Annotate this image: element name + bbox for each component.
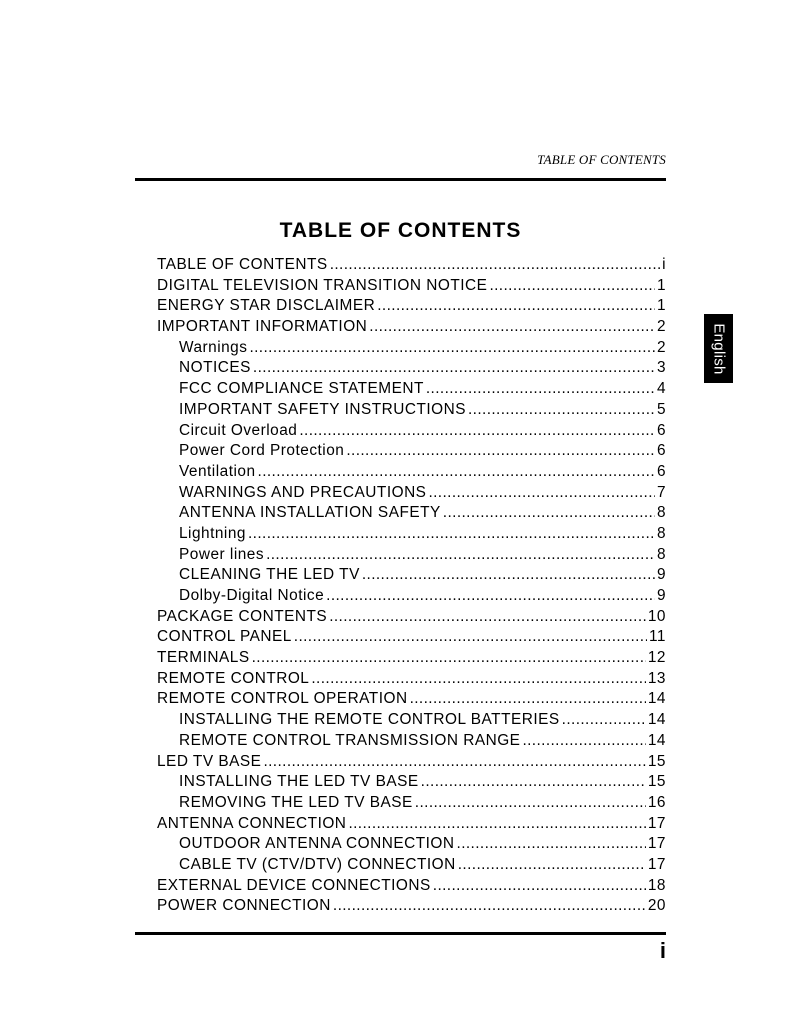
toc-dot-leader [252,649,646,667]
toc-entry-page: 17 [647,814,666,832]
toc-entry[interactable] [157,256,666,277]
toc-entry[interactable] [157,525,666,546]
footer-rule [135,932,666,935]
toc-entry[interactable] [157,835,666,856]
toc-dot-leader [428,484,654,502]
toc-entry-title: CABLE TV (CTV/DTV) CONNECTION [179,855,456,873]
toc-entry-page: 7 [656,483,666,501]
toc-entry[interactable] [157,422,666,443]
toc-entry-title: DIGITAL TELEVISION TRANSITION NOTICE [157,276,488,294]
toc-entry-title: CLEANING THE LED TV [179,566,360,584]
toc-dot-leader [421,773,646,791]
toc-entry-title: OUTDOOR ANTENNA CONNECTION [179,835,455,853]
toc-entry-title: Power lines [179,545,265,563]
toc-dot-leader [258,463,655,481]
toc-entry-title: Lightning [179,524,246,542]
toc-entry-page: 9 [656,587,666,604]
toc-entry-title: FCC COMPLIANCE STATEMENT [179,380,424,398]
toc-entry[interactable] [157,318,666,339]
toc-dot-leader [311,670,646,688]
toc-entry[interactable] [157,442,666,463]
page-number: i [659,938,666,963]
toc-entry-page: 6 [656,462,666,480]
toc-entry-title: ENERGY STAR DISCLAIMER [157,297,376,315]
toc-entry[interactable] [157,773,666,794]
toc-entry-title: NOTICES [179,359,251,377]
toc-dot-leader [457,835,646,853]
toc-dot-leader [410,690,646,708]
toc-entry-title: PACKAGE CONTENTS [157,607,328,625]
toc-entry[interactable] [157,690,666,711]
toc-entry[interactable] [157,484,666,505]
toc-dot-leader [443,504,655,522]
toc-entry-page: 2 [656,318,666,336]
toc-entry-title: IMPORTANT SAFETY INSTRUCTIONS [179,400,466,418]
toc-entry[interactable] [157,339,666,360]
toc-dot-leader [522,732,645,750]
toc-entry-page: 1 [656,276,666,294]
toc-dot-leader [489,277,655,295]
language-tab-label: English [710,322,727,375]
toc-entry[interactable] [157,566,666,587]
toc-entry[interactable] [157,877,666,898]
toc-dot-leader [253,359,655,377]
toc-entry[interactable] [157,711,666,732]
toc-entry[interactable] [157,297,666,318]
toc-entry[interactable] [157,608,666,629]
toc-dot-leader [377,297,655,315]
toc-entry-page: 14 [647,731,666,749]
toc-dot-leader [329,608,646,626]
toc-entry[interactable] [157,649,666,670]
toc-entry[interactable] [157,277,666,298]
toc-dot-leader [468,401,655,419]
toc-entry[interactable] [157,815,666,836]
header-rule [135,178,666,181]
toc-entry-page: i [662,256,666,273]
toc-entry[interactable] [157,732,666,753]
toc-entry[interactable] [157,380,666,401]
toc-entry-title: REMOTE CONTROL OPERATION [157,690,408,708]
toc-entry-page: 12 [647,649,666,667]
toc-entry-title: POWER CONNECTION [157,897,331,915]
toc-dot-leader [433,877,646,895]
toc-entry-page: 14 [647,690,666,708]
toc-entry-page: 2 [656,338,666,356]
toc-list [157,256,666,918]
toc-entry-page: 18 [647,876,666,894]
toc-entry[interactable] [157,628,666,649]
toc-entry-page: 8 [656,524,666,542]
toc-entry-title: EXTERNAL DEVICE CONNECTIONS [157,876,431,894]
toc-entry[interactable] [157,401,666,422]
toc-entry-title: LED TV BASE [157,752,262,770]
toc-dot-leader [362,566,655,584]
toc-entry-title: INSTALLING THE REMOTE CONTROL BATTERIES [179,711,560,729]
toc-dot-leader [562,711,646,729]
toc-entry-title: Ventilation [179,462,256,480]
toc-entry-page: 1 [656,297,666,315]
toc-entry-page: 14 [647,711,666,729]
toc-entry-title: REMOTE CONTROL TRANSMISSION RANGE [179,731,521,749]
toc-dot-leader [248,525,655,543]
toc-entry[interactable] [157,753,666,774]
toc-entry-page: 17 [647,835,666,853]
toc-entry[interactable] [157,856,666,877]
toc-entry-title: CONTROL PANEL [157,628,292,646]
toc-entry-title: TABLE OF CONTENTS [157,256,328,273]
toc-entry-page: 15 [647,773,666,791]
toc-entry-page: 4 [656,380,666,398]
toc-entry-title: TERMINALS [157,649,250,667]
toc-entry-page: 15 [647,752,666,770]
toc-entry-page: 6 [656,442,666,460]
toc-entry-title: ANTENNA CONNECTION [157,814,347,832]
toc-dot-leader [299,422,655,440]
toc-dot-leader [369,318,655,336]
toc-dot-leader [346,442,655,460]
toc-entry-page: 9 [656,566,666,584]
toc-entry[interactable] [157,359,666,380]
toc-entry-title: WARNINGS AND PRECAUTIONS [179,483,427,501]
toc-entry-page: 10 [647,607,666,625]
toc-entry[interactable] [157,794,666,815]
toc-entry-title: Circuit Overload [179,421,298,439]
toc-entry-title: INSTALLING THE LED TV BASE [179,773,419,791]
toc-dot-leader [263,753,645,771]
toc-entry-page: 20 [647,897,666,915]
running-header: TABLE OF CONTENTS [537,152,666,167]
toc-dot-leader [458,856,646,874]
toc-entry[interactable] [157,670,666,691]
toc-entry-title: Warnings [179,338,248,356]
toc-entry-title: REMOVING THE LED TV BASE [179,793,413,811]
toc-entry-page: 6 [656,421,666,439]
toc-dot-leader [333,897,646,915]
toc-dot-leader [348,815,645,833]
toc-entry-page: 8 [656,545,666,563]
toc-entry-page: 3 [656,359,666,377]
toc-entry-title: IMPORTANT INFORMATION [157,318,368,336]
toc-entry-page: 17 [647,855,666,873]
toc-entry[interactable] [157,587,666,608]
toc-entry-page: 13 [647,669,666,687]
toc-entry-title: ANTENNA INSTALLATION SAFETY [179,504,441,522]
toc-entry-page: 11 [649,628,666,646]
toc-entry[interactable] [157,897,666,918]
toc-entry[interactable] [157,504,666,525]
toc-entry-title: Dolby-Digital Notice [179,587,325,604]
toc-dot-leader [294,628,647,646]
toc-dot-leader [330,256,660,274]
toc-dot-leader [326,587,655,605]
toc-dot-leader [415,794,646,812]
page-title: TABLE OF CONTENTS [279,219,522,242]
language-tab [704,314,733,383]
toc-entry-title: REMOTE CONTROL [157,669,310,687]
toc-entry-title: Power Cord Protection [179,442,345,460]
toc-entry[interactable] [157,463,666,484]
toc-entry-page: 16 [647,793,666,811]
toc-entry-page: 5 [656,400,666,418]
toc-entry-page: 8 [656,504,666,522]
toc-dot-leader [266,546,655,564]
toc-dot-leader [249,339,655,357]
toc-dot-leader [426,380,655,398]
toc-entry[interactable] [157,546,666,567]
